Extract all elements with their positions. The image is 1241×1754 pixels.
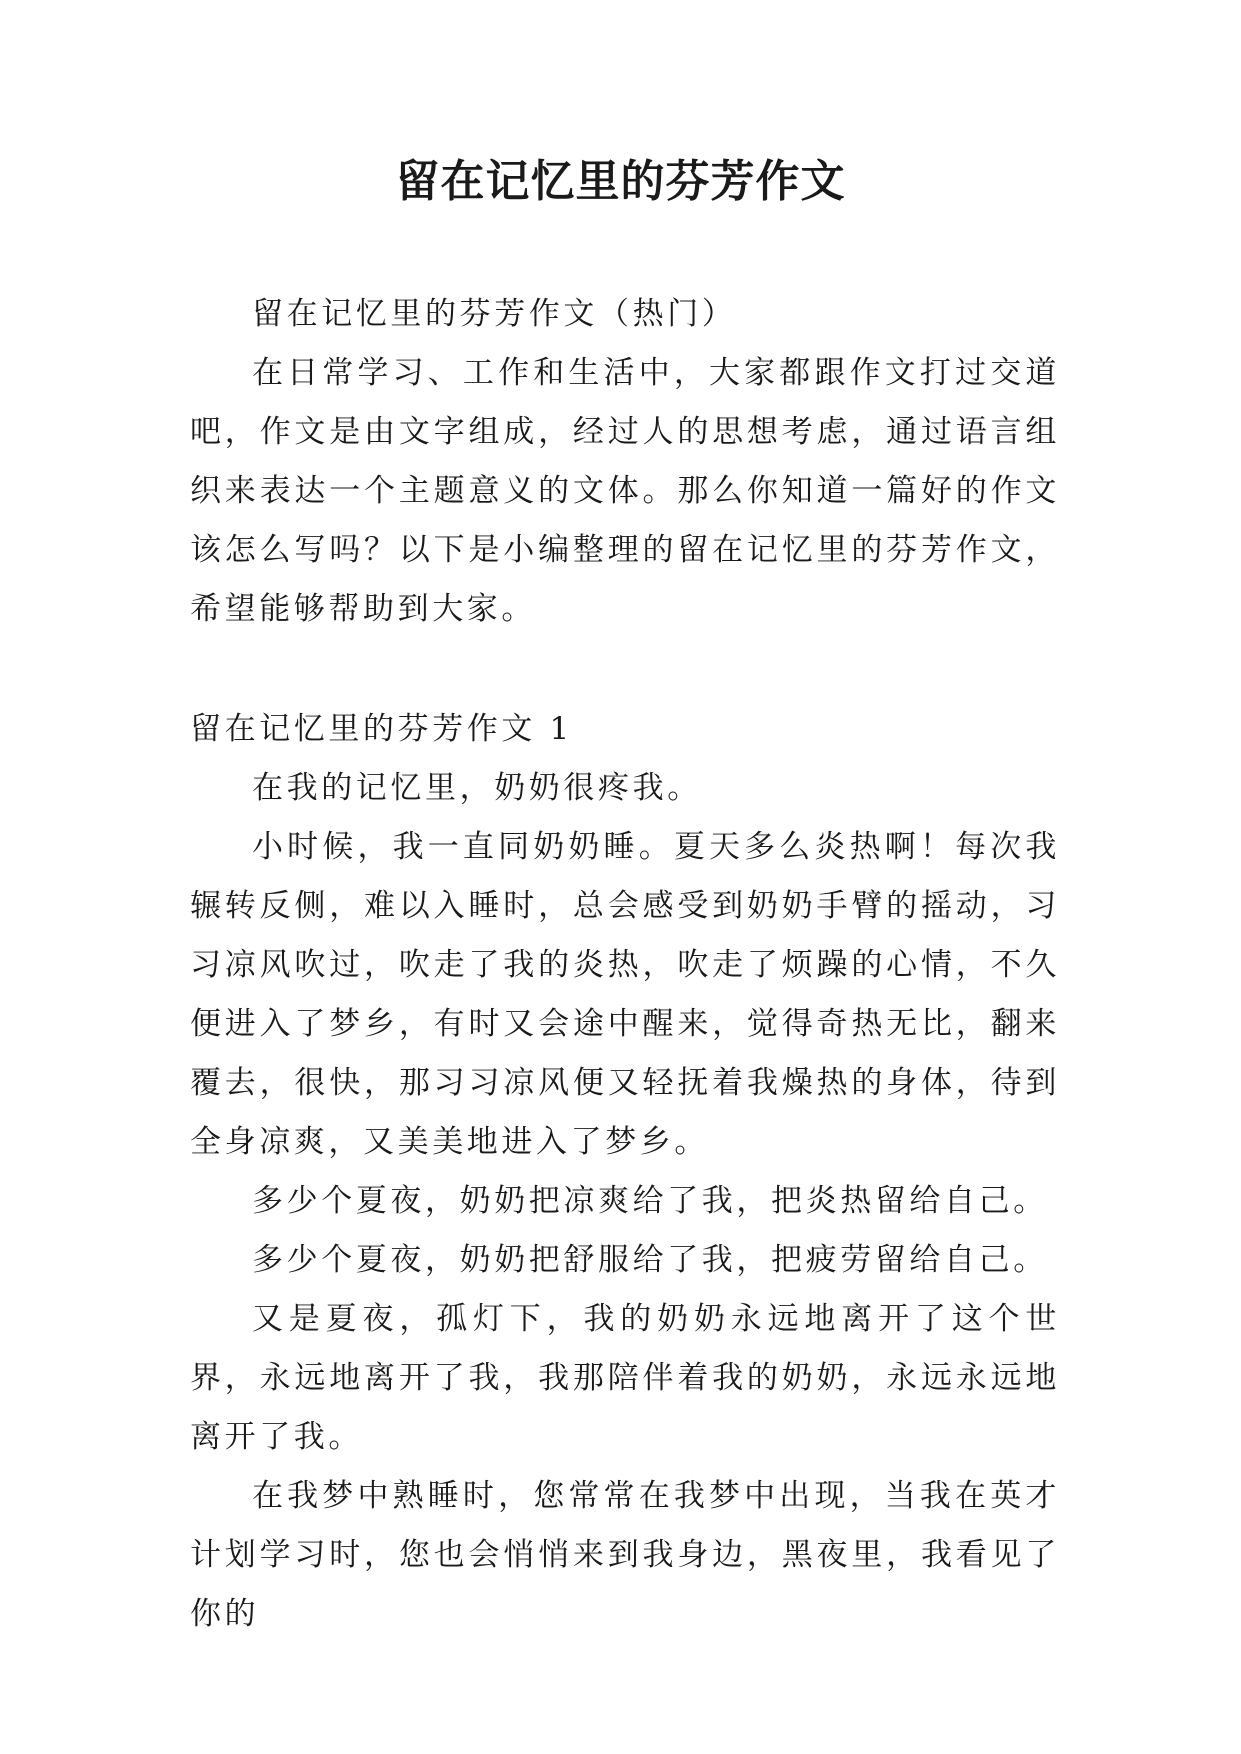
paragraph: 多少个夏夜，奶奶把凉爽给了我，把炎热留给自己。 bbox=[252, 1183, 1048, 1219]
intro-subtitle: 留在记忆里的芬芳作文（热门） bbox=[252, 296, 737, 332]
intro-paragraph: 在日常学习、工作和生活中，大家都跟作文打过交道吧，作文是由文字组成，经过人的思想考虑，通过语言组织来表达一个主题意义的文体。那么你知道一篇好的作文该怎么写吗？以下是小编整理的留在记忆里的芬芳作文，希望能够帮助到大家。 bbox=[190, 355, 1060, 627]
paragraph: 又是夏夜，孤灯下，我的奶奶永远地离开了这个世界，永远地离开了我，我那陪伴着我的奶奶，永远永远地离开了我。 bbox=[190, 1301, 1060, 1455]
paragraph: 在我的记忆里，奶奶很疼我。 bbox=[252, 770, 702, 806]
paragraph: 小时候，我一直同奶奶睡。夏天多么炎热啊！每次我辗转反侧，难以入睡时，总会感受到奶奶手臂的摇动，习习凉风吹过，吹走了我的炎热，吹走了烦躁的心情，不久便进入了梦乡，有时又会途中醒来，觉得奇热无比，翻来覆去，很快，那习习凉风便又轻抚着我燥热的身体，待到全身凉爽，又美美地进入了梦乡。 bbox=[190, 829, 1060, 1160]
paragraph: 多少个夏夜，奶奶把舒服给了我，把疲劳留给自己。 bbox=[252, 1242, 1048, 1278]
paragraph: 在我梦中熟睡时，您常常在我梦中出现，当我在英才计划学习时，您也会悄悄来到我身边，黑夜里，我看见了你的 bbox=[190, 1478, 1060, 1632]
document-body bbox=[190, 285, 1060, 1644]
document-title: 留在记忆里的芬芳作文 bbox=[395, 156, 846, 207]
section-heading: 留在记忆里的芬芳作文 1 bbox=[190, 711, 573, 747]
